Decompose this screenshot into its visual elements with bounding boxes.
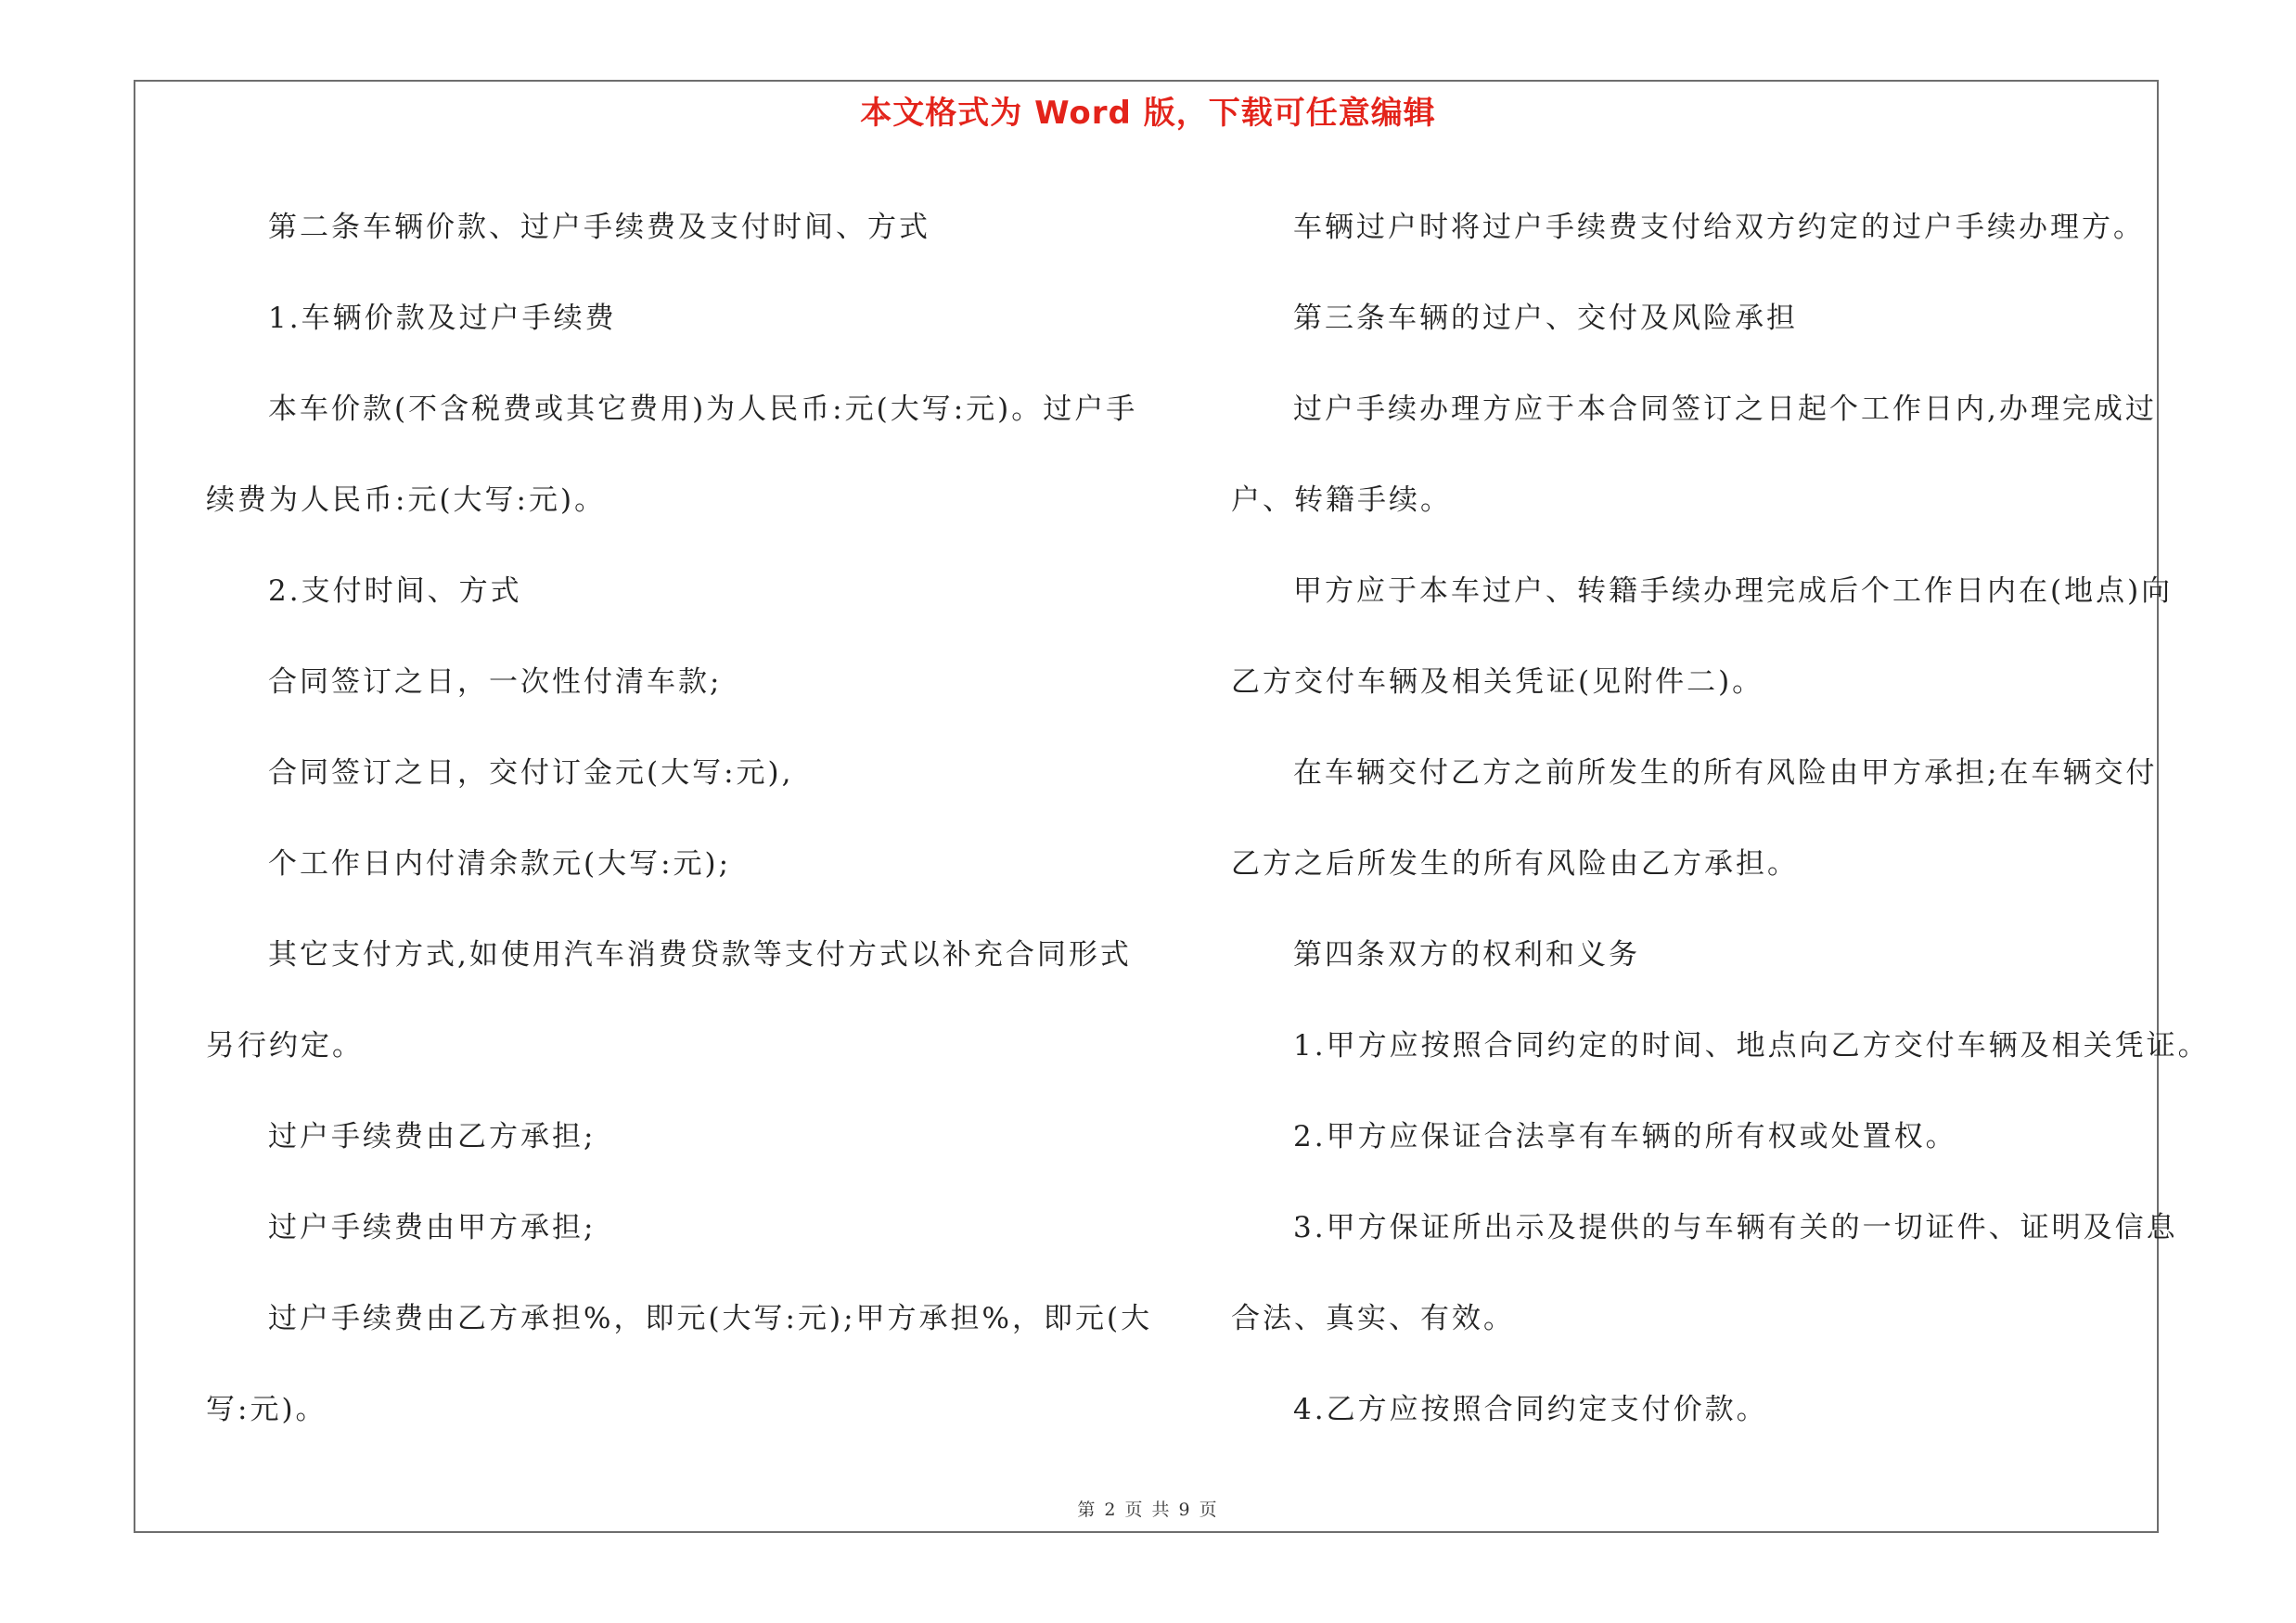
paragraph: 过户手续费由甲方承担; (268, 1211, 596, 1244)
paragraph: 合同签订之日，交付订金元(大写:元), (268, 756, 794, 790)
paragraph: 本车价款(不含税费或其它费用)为人民币:元(大写:元)。过户手 (268, 393, 1138, 426)
paragraph: 另行约定。 (206, 1029, 364, 1063)
left-column (206, 182, 1153, 1455)
paragraph: 合法、真实、有效。 (1231, 1302, 1515, 1335)
paragraph: 在车辆交付乙方之前所发生的所有风险由甲方承担;在车辆交付 (1293, 756, 2158, 790)
paragraph: 过户手续费由乙方承担%，即元(大写:元);甲方承担%，即元(大 (268, 1302, 1153, 1335)
paragraph: 第三条车辆的过户、交付及风险承担 (1293, 302, 1798, 335)
paragraph: 个工作日内付清余款元(大写:元); (268, 847, 732, 881)
paragraph: 过户手续费由乙方承担; (268, 1120, 596, 1153)
paragraph: 合同签订之日，一次性付清车款; (268, 665, 723, 699)
paragraph: 写:元)。 (206, 1393, 327, 1426)
paragraph: 2.甲方应保证合法享有车辆的所有权或处置权。 (1293, 1120, 1957, 1153)
paragraph: 其它支付方式,如使用汽车消费贷款等支付方式以补充合同形式 (268, 938, 1132, 972)
paragraph: 乙方交付车辆及相关凭证(见附件二)。 (1231, 665, 1764, 699)
paragraph: 车辆过户时将过户手续费支付给双方约定的过户手续办理方。 (1293, 211, 2145, 244)
paragraph: 户、转籍手续。 (1231, 483, 1452, 517)
paragraph: 2.支付时间、方式 (268, 574, 522, 608)
right-column (1231, 182, 2210, 1455)
paragraph: 第二条车辆价款、过户手续费及支付时间、方式 (268, 211, 930, 244)
page-number-footer: 第 2 页 共 9 页 (1077, 1500, 1219, 1520)
paragraph: 3.甲方保证所出示及提供的与车辆有关的一切证件、证明及信息 (1293, 1211, 2178, 1244)
paragraph: 第四条双方的权利和义务 (1293, 938, 1640, 972)
paragraph: 1.甲方应按照合同约定的时间、地点向乙方交付车辆及相关凭证。 (1293, 1029, 2210, 1063)
paragraph: 续费为人民币:元(大写:元)。 (206, 483, 607, 517)
paragraph: 甲方应于本车过户、转籍手续办理完成后个工作日内在(地点)向 (1293, 574, 2174, 608)
paragraph: 过户手续办理方应于本合同签订之日起个工作日内,办理完成过 (1293, 393, 2157, 426)
format-banner: 本文格式为 Word 版，下载可任意编辑 (860, 95, 1436, 132)
paragraph: 1.车辆价款及过户手续费 (268, 302, 617, 335)
paragraph: 4.乙方应按照合同约定支付价款。 (1293, 1393, 1768, 1426)
paragraph: 乙方之后所发生的所有风险由乙方承担。 (1231, 847, 1799, 881)
